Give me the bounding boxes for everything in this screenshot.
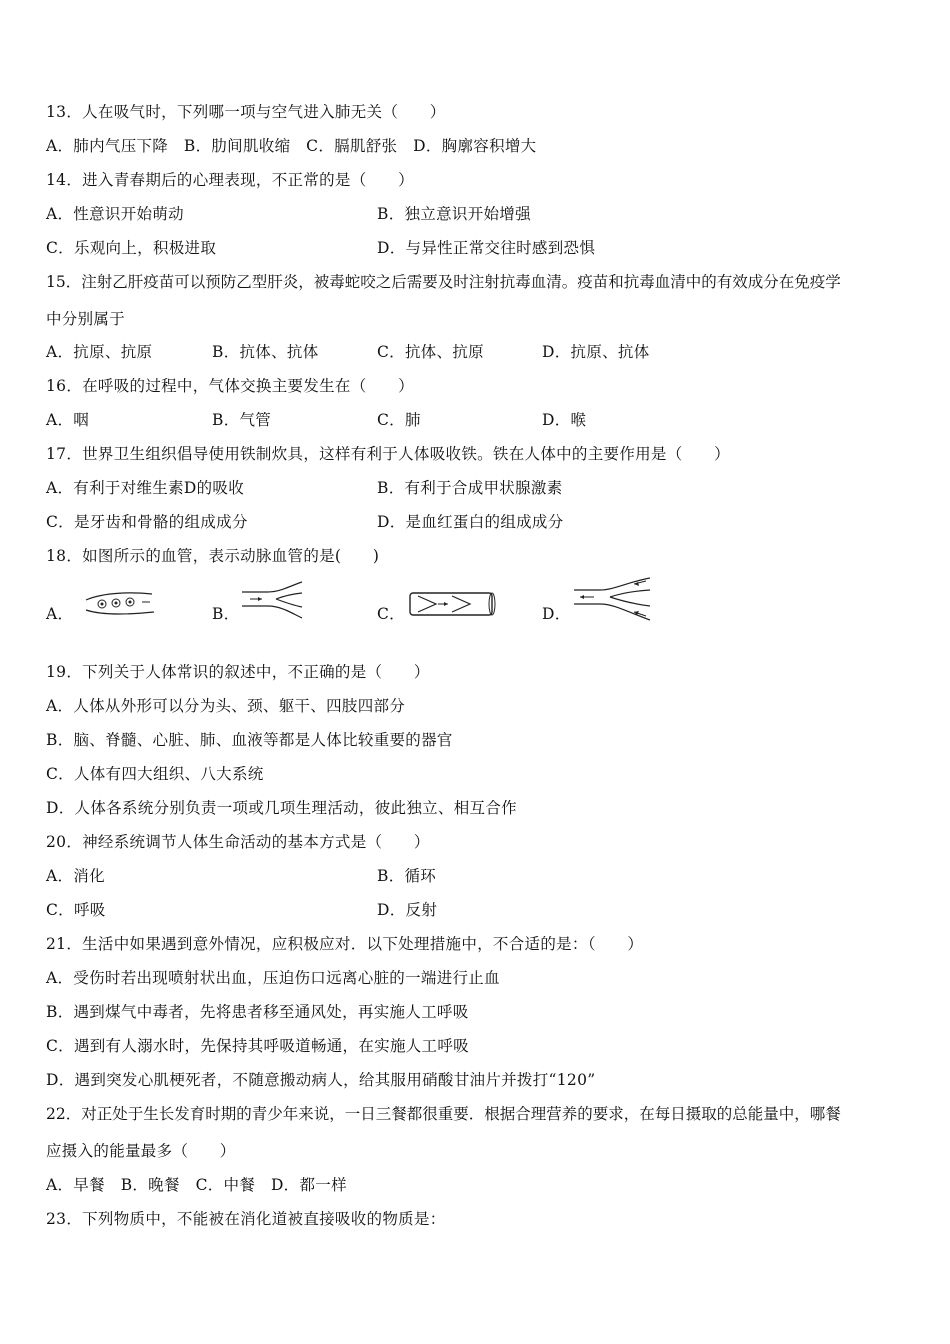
question-13-stem: 13．人在吸气时，下列哪一项与空气进入肺无关（ ） (46, 103, 446, 121)
question-19-stem: 19．下列关于人体常识的叙述中，不正确的是（ ） (46, 663, 430, 681)
question-21-option-a: A．受伤时若出现喷射状出血，压迫伤口远离心脏的一端进行止血 (46, 969, 500, 987)
question-22-options: A．早餐 B．晚餐 C．中餐 D．都一样 (46, 1176, 347, 1194)
question-18-option-d: D． (542, 605, 571, 623)
question-23-stem: 23．下列物质中，不能被在消化道被直接吸收的物质是： (46, 1210, 446, 1228)
question-20-stem: 20．神经系统调节人体生命活动的基本方式是（ ） (46, 833, 430, 851)
vessel-figure-c (408, 590, 496, 618)
question-19-option-c: C．人体有四大组织、八大系统 (46, 765, 264, 783)
question-19-option-d: D．人体各系统分别负责一项或几项生理活动，彼此独立、相互合作 (46, 799, 517, 817)
question-17-option-b: B．有利于合成甲状腺激素 (377, 479, 563, 497)
question-13-options: A．肺内气压下降 B．肋间肌收缩 C．膈肌舒张 D．胸廓容积增大 (46, 137, 537, 155)
question-20-option-c: C．呼吸 (46, 901, 106, 919)
question-21-stem: 21．生活中如果遇到意外情况，应积极应对．以下处理措施中，不合适的是：（ ） (46, 935, 644, 953)
question-22-stem-line1: 22．对正处于生长发育时期的青少年来说，一日三餐都很重要．根据合理营养的要求，在每日摄取的总能量中，哪餐 (46, 1105, 841, 1123)
question-17-option-d: D．是血红蛋白的组成成分 (377, 513, 564, 531)
vessel-figure-d (570, 576, 654, 622)
question-18-option-a: A． (46, 605, 74, 623)
question-15-option-c: C．抗体、抗原 (377, 343, 484, 361)
question-16-option-b: B．气管 (212, 411, 272, 429)
question-19-option-a: A．人体从外形可以分为头、颈、躯干、四肢四部分 (46, 697, 406, 715)
question-16-stem: 16．在呼吸的过程中，气体交换主要发生在（ ） (46, 377, 414, 395)
question-20-option-b: B．循环 (377, 867, 437, 885)
question-18-stem: 18．如图所示的血管，表示动脉血管的是( ) (46, 547, 380, 565)
vessel-figure-b (240, 580, 306, 620)
question-17-option-c: C．是牙齿和骨骼的组成成分 (46, 513, 248, 531)
question-15-stem-line2: 中分别属于 (46, 310, 126, 328)
question-20-option-d: D．反射 (377, 901, 438, 919)
question-16-option-a: A．咽 (46, 411, 90, 429)
question-15-option-a: A．抗原、抗原 (46, 343, 153, 361)
question-15-option-d: D．抗原、抗体 (542, 343, 650, 361)
question-14-option-c: C．乐观向上，积极进取 (46, 239, 217, 257)
question-22-stem-line2: 应摄入的能量最多（ ） (46, 1142, 236, 1160)
question-16-option-c: C．肺 (377, 411, 421, 429)
question-21-option-c: C．遇到有人溺水时，先保持其呼吸道畅通，在实施人工呼吸 (46, 1037, 469, 1055)
question-17-option-a: A．有利于对维生素D的吸收 (46, 479, 245, 497)
question-18-option-b: B． (212, 605, 240, 623)
question-14-option-b: B．独立意识开始增强 (377, 205, 531, 223)
question-21-option-d: D．遇到突发心肌梗死者，不随意搬动病人，给其服用硝酸甘油片并拨打“120” (46, 1071, 596, 1089)
question-17-stem: 17．世界卫生组织倡导使用铁制炊具，这样有利于人体吸收铁。铁在人体中的主要作用是（ ） (46, 445, 730, 463)
question-15-option-b: B．抗体、抗体 (212, 343, 319, 361)
question-14-option-d: D．与异性正常交往时感到恐惧 (377, 239, 596, 257)
question-14-option-a: A．性意识开始萌动 (46, 205, 184, 223)
vessel-figure-a (84, 590, 156, 618)
question-19-option-b: B．脑、脊髓、心脏、肺、血液等都是人体比较重要的器官 (46, 731, 453, 749)
question-15-stem-line1: 15．注射乙肝疫苗可以预防乙型肝炎，被毒蛇咬之后需要及时注射抗毒血清。疫苗和抗毒血清中的有效成分在免疫学 (46, 273, 841, 291)
question-16-option-d: D．喉 (542, 411, 587, 429)
question-20-option-a: A．消化 (46, 867, 105, 885)
question-21-option-b: B．遇到煤气中毒者，先将患者移至通风处，再实施人工呼吸 (46, 1003, 469, 1021)
question-14-stem: 14．进入青春期后的心理表现，不正常的是（ ） (46, 171, 414, 189)
question-18-option-c: C． (377, 605, 405, 623)
